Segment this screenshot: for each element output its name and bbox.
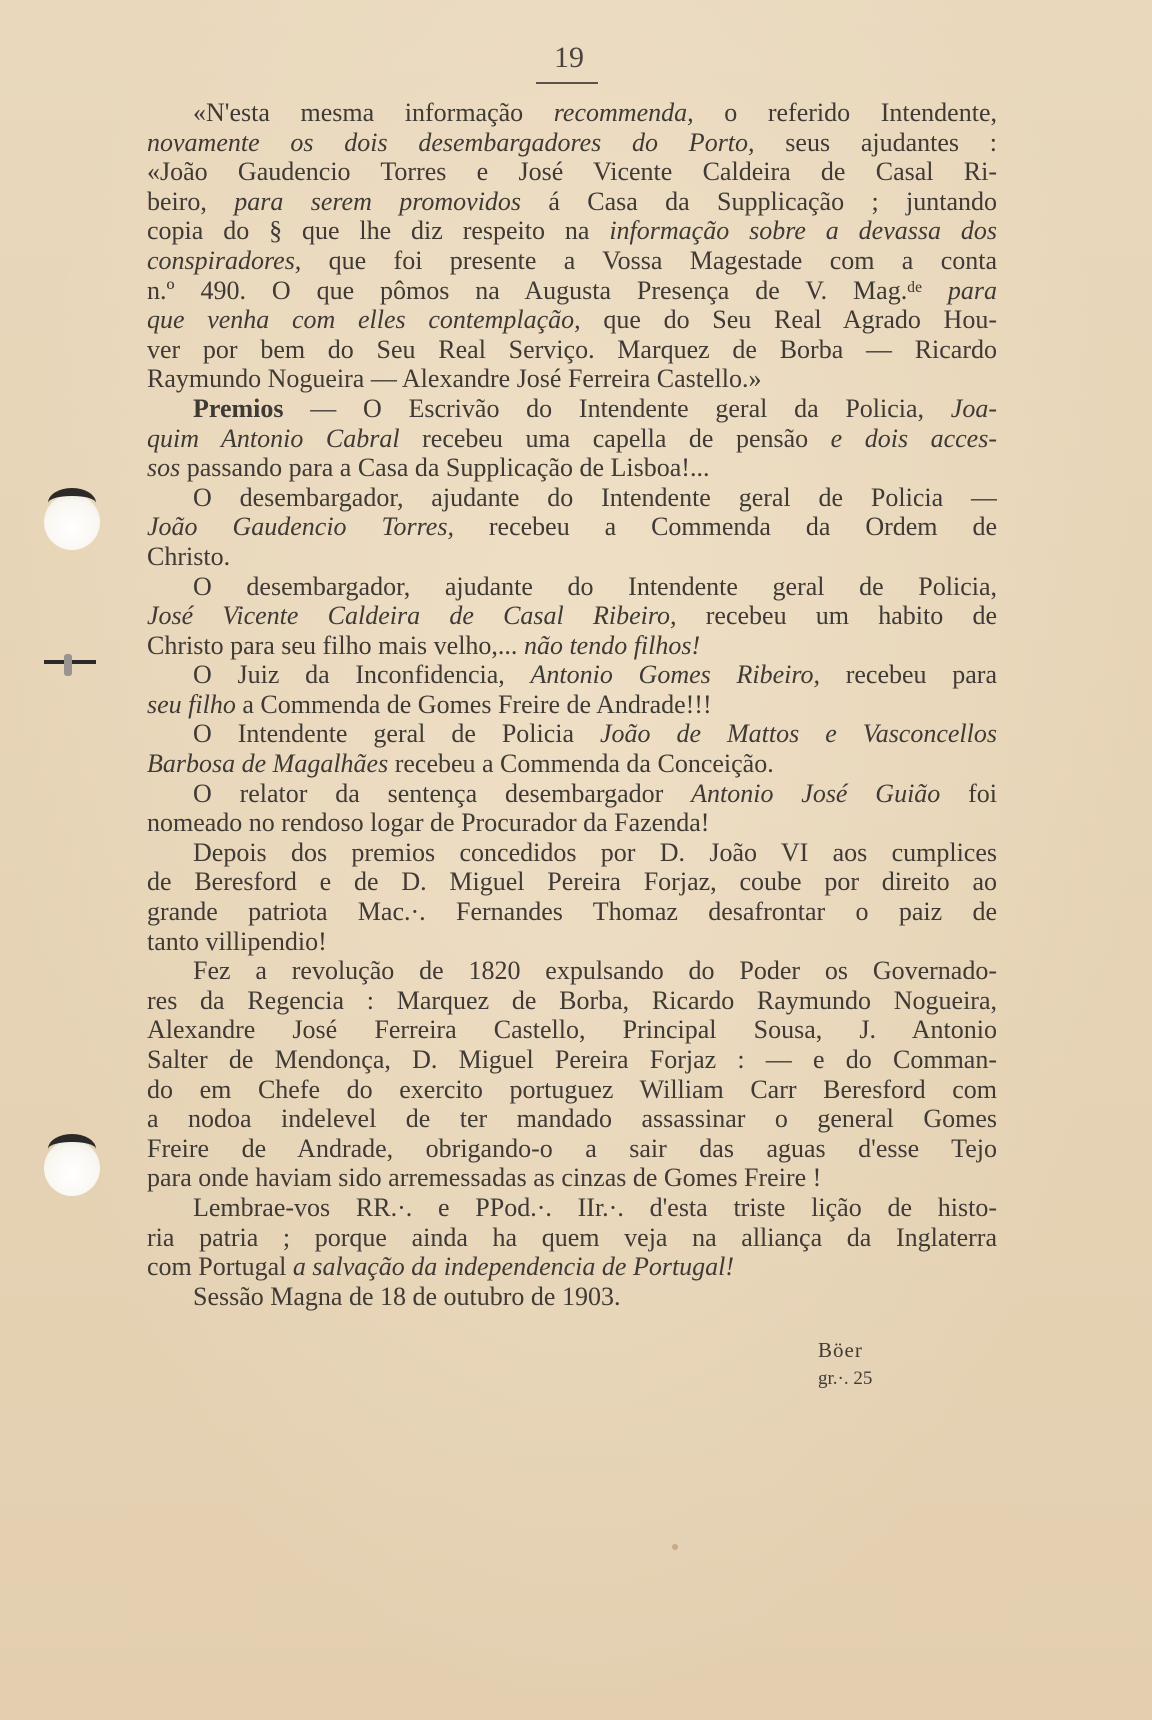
punch-hole-bottom xyxy=(44,1140,100,1196)
text-segment: que foi presente a Vossa Magestade com a conta xyxy=(301,245,997,275)
italic-text: Antonio José Guião xyxy=(691,778,941,808)
text-segment: Alexandre José Ferreira Castello, Principal Sousa, J. Antonio xyxy=(147,1015,997,1045)
bold-text: Premios xyxy=(193,393,284,423)
text-line xyxy=(147,1045,997,1075)
text-segment: nomeado no rendoso logar de Procurador da Fazenda! xyxy=(147,808,710,838)
text-line xyxy=(147,779,997,809)
text-line xyxy=(147,246,997,276)
italic-text: não tendo filhos! xyxy=(523,630,701,660)
text-line xyxy=(147,719,997,749)
text-line xyxy=(147,424,997,454)
text-segment: Sessão Magna de 18 de outubro de 1903. xyxy=(193,1281,621,1311)
text-line xyxy=(147,276,997,306)
text-segment: de Beresford e de D. Miguel Pereira Forjaz, coube por direito ao xyxy=(147,867,997,897)
text-segment: Raymundo Nogueira — Alexandre José Ferreira Castello.» xyxy=(147,364,762,394)
text-segment: recebeu uma capella de pensão xyxy=(399,423,831,453)
text-segment: O relator da sentença desembargador xyxy=(193,778,692,808)
text-line xyxy=(147,1015,997,1045)
italic-text: João de Mattos e Vasconcellos xyxy=(600,719,997,749)
text-segment: Freire de Andrade, obrigando-o a sair das aguas d'esse Tejo xyxy=(147,1133,997,1163)
italic-text: para xyxy=(947,275,997,305)
text-line xyxy=(147,187,997,217)
text-line xyxy=(147,1163,997,1193)
text-line xyxy=(147,1075,997,1105)
text-segment: recebeu para xyxy=(820,660,997,690)
text-line xyxy=(147,927,997,957)
body-text xyxy=(147,98,997,1311)
italic-text: sos xyxy=(147,453,181,483)
text-segment: ria patria ; porque ainda ha quem veja na alliança da Inglaterra xyxy=(147,1222,997,1252)
italic-text: José Vicente Caldeira de Casal Ribeiro, xyxy=(147,601,677,631)
italic-text: e dois acces- xyxy=(830,423,997,453)
text-segment: Christo. xyxy=(147,541,231,571)
text-segment: grande patriota Mac.·. Fernandes Thomaz desafrontar o paiz de xyxy=(147,897,997,927)
text-line xyxy=(147,1282,997,1312)
text-segment: «João Gaudencio Torres e José Vicente Caldeira de Casal Ri- xyxy=(147,157,997,187)
text-segment: tanto villipendio! xyxy=(147,926,327,956)
text-segment: beiro, xyxy=(147,186,235,216)
text-line xyxy=(147,128,997,158)
italic-text: recommenda, xyxy=(553,98,694,127)
text-line xyxy=(147,1252,997,1282)
text-segment: o referido Intendente, xyxy=(693,98,997,127)
italic-text: novamente os dois desembargadores do Porto, xyxy=(147,127,755,157)
text-segment: do em Chefe do exercito portuguez William Carr Beresford com xyxy=(147,1074,997,1104)
text-line xyxy=(147,98,997,128)
text-line xyxy=(147,216,997,246)
text-line xyxy=(147,1193,997,1223)
text-line xyxy=(147,335,997,365)
text-line xyxy=(147,986,997,1016)
text-segment: recebeu a Commenda da Ordem de xyxy=(453,512,997,542)
signature-name: Böer xyxy=(818,1338,863,1362)
text-segment: Depois dos premios concedidos por D. João VI aos cumplices xyxy=(193,837,997,867)
text-line xyxy=(147,394,997,424)
text-segment: com Portugal xyxy=(147,1252,293,1282)
text-line xyxy=(147,542,997,572)
text-segment: ver por bem do Seu Real Serviço. Marquez de Borba — Ricardo xyxy=(147,334,997,364)
text-segment: n.º 490. O que pômos na Augusta Presença de V. Mag.ᵈᵉ xyxy=(147,275,948,305)
text-segment: recebeu um habito de xyxy=(676,601,997,631)
italic-text: Joa- xyxy=(950,393,997,423)
text-line xyxy=(147,631,997,661)
page-number-rule xyxy=(536,82,598,84)
text-line xyxy=(147,601,997,631)
text-line xyxy=(147,956,997,986)
text-segment: foi xyxy=(940,778,997,808)
text-segment: para onde haviam sido arremessadas as cinzas de Gomes Freire ! xyxy=(147,1163,822,1193)
text-segment: Salter de Mendonça, D. Miguel Pereira Forjaz : — e do Comman- xyxy=(147,1045,997,1074)
text-line xyxy=(147,1134,997,1164)
text-segment: O desembargador, ajudante do Intendente geral de Policia, xyxy=(193,571,997,601)
text-segment: recebeu a Commenda da Conceição. xyxy=(388,749,774,779)
text-segment: Christo para seu filho mais velho,... xyxy=(147,630,524,660)
text-line xyxy=(147,867,997,897)
text-segment: que do Seu Real Agrado Hou- xyxy=(580,305,997,335)
text-line xyxy=(147,512,997,542)
page-number: 19 xyxy=(554,41,584,74)
text-segment: «N'esta mesma informação xyxy=(193,98,554,127)
italic-text: a salvação da independencia de Portugal! xyxy=(292,1252,735,1282)
text-segment: passando para a Casa da Supplicação de Lisboa!... xyxy=(180,453,710,483)
text-line xyxy=(147,157,997,187)
text-segment: Fez a revolução de 1820 expulsando do Poder os Governado- xyxy=(193,956,997,986)
binding-pin-head xyxy=(64,654,72,676)
text-line xyxy=(147,690,997,720)
text-line xyxy=(147,838,997,868)
italic-text: Antonio Gomes Ribeiro, xyxy=(530,660,820,690)
text-line xyxy=(147,483,997,513)
signature-grade: gr.·. 25 xyxy=(818,1368,873,1389)
text-segment: copia do § que lhe diz respeito na xyxy=(147,216,610,246)
paper-speck xyxy=(672,1544,678,1550)
italic-text: que venha com elles contemplação, xyxy=(147,305,581,335)
text-line xyxy=(147,897,997,927)
text-segment: Lembrae-vos RR.·. e PPod.·. IIr.·. d'esta triste lição de histo- xyxy=(193,1192,997,1222)
italic-text: Barbosa de Magalhães xyxy=(147,749,389,779)
italic-text: informação sobre a devassa dos xyxy=(609,216,997,246)
text-line xyxy=(147,305,997,335)
italic-text: para serem promovidos xyxy=(234,186,522,216)
text-line xyxy=(147,453,997,483)
text-line xyxy=(147,1104,997,1134)
text-line xyxy=(147,660,997,690)
text-segment: a Commenda de Gomes Freire de Andrade!!! xyxy=(235,689,712,719)
binding-pin xyxy=(44,654,96,678)
italic-text: João Gaudencio Torres, xyxy=(147,512,454,542)
italic-text: quim Antonio Cabral xyxy=(147,423,400,453)
text-segment: — O Escrivão do Intendente geral da Policia, xyxy=(283,393,951,423)
text-segment: á Casa da Supplicação ; juntando xyxy=(521,186,997,216)
text-segment: seus ajudantes : xyxy=(754,127,997,157)
text-line xyxy=(147,749,997,779)
text-segment: O Juiz da Inconfidencia, xyxy=(193,660,531,690)
text-segment: O desembargador, ajudante do Intendente geral de Policia — xyxy=(193,482,997,512)
text-segment: a nodoa indelevel de ter mandado assassinar o general Gomes xyxy=(147,1104,997,1134)
text-line xyxy=(147,572,997,602)
italic-text: conspiradores, xyxy=(147,245,302,275)
italic-text: seu filho xyxy=(147,689,236,719)
text-segment: O Intendente geral de Policia xyxy=(193,719,601,749)
text-segment: res da Regencia : Marquez de Borba, Ricardo Raymundo Nogueira, xyxy=(147,985,997,1015)
text-line xyxy=(147,364,997,394)
punch-hole-top xyxy=(44,494,100,550)
text-line xyxy=(147,1223,997,1253)
text-line xyxy=(147,808,997,838)
